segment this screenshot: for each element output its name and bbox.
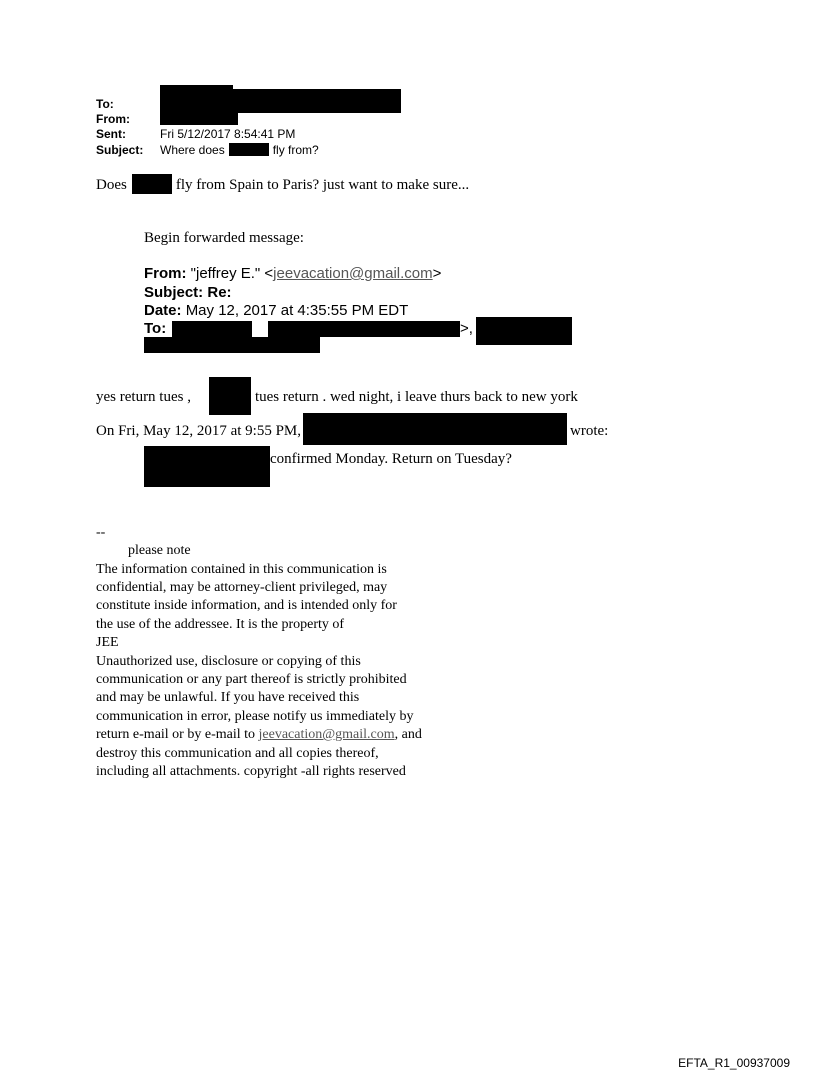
disclaimer-line: constitute inside information, and is intended only for (96, 598, 397, 613)
redaction-fwd-to-1 (172, 321, 252, 337)
fwd-from-close: > (432, 265, 442, 282)
fwd-from-email[interactable]: jeevacation@gmail.com (273, 265, 433, 282)
disclaimer-email-post: , and (394, 727, 422, 742)
subject-pre: Where does (160, 143, 225, 157)
quote-attribution (96, 413, 608, 445)
fwd-to-label: To: (144, 320, 167, 337)
fwd-from-label: From: (144, 265, 187, 282)
redaction-subject (229, 143, 269, 156)
fwd-date-line (144, 302, 408, 320)
quoted-text: confirmed Monday. Return on Tuesday? (270, 451, 512, 467)
fwd-date-label: Date: (144, 302, 182, 319)
document-id: EFTA_R1_00937009 (678, 1056, 790, 1070)
body-line-1-pre: Does (96, 177, 127, 193)
redaction-to-1 (160, 85, 233, 113)
redaction-fwd-to-3 (476, 317, 572, 345)
sent-label: Sent: (96, 127, 126, 141)
disclaimer-line: destroy this communication and all copies thereof, (96, 746, 379, 761)
disclaimer-line: the use of the addressee. It is the property of (96, 617, 345, 632)
subject-label: Subject: (96, 143, 144, 157)
sig-dashes: -- (96, 525, 106, 540)
fwd-from-line (144, 265, 441, 283)
redaction-fwd-to-4 (144, 337, 320, 353)
redaction-reply-name (209, 377, 251, 415)
disclaimer-email-link[interactable]: jeevacation@gmail.com (258, 727, 395, 742)
fwd-to-line (144, 320, 166, 338)
disclaimer-email-line (96, 726, 422, 744)
fwd-to-separator: >, (460, 320, 473, 337)
redaction-fwd-to-2 (268, 321, 460, 337)
sent-value: Fri 5/12/2017 8:54:41 PM (160, 127, 296, 141)
disclaimer-line: confidential, may be attorney-client privileged, may (96, 580, 388, 595)
disclaimer-line: communication in error, please notify us immediately by (96, 709, 414, 724)
disclaimer-line: The information contained in this communication is (96, 562, 387, 577)
reply-line-post: tues return . wed night, i leave thurs back to new york (254, 389, 578, 405)
fwd-subject-label: Subject: (144, 284, 204, 301)
fwd-subject-value: Re: (207, 284, 232, 301)
redaction-quoted-name (144, 446, 270, 487)
fwd-from-name: "jeffrey E." < (190, 265, 274, 282)
sig-note: please note (128, 543, 191, 558)
from-label: From: (96, 112, 130, 126)
body-line-1-post: fly from Spain to Paris? just want to make sure... (175, 177, 470, 193)
quote-post: wrote: (570, 423, 609, 439)
fwd-date-value: May 12, 2017 at 4:35:55 PM EDT (185, 302, 409, 319)
subject-post: fly from? (272, 143, 319, 157)
reply-line (96, 377, 578, 415)
fwd-subject-line (144, 284, 232, 302)
subject-value (160, 143, 319, 157)
forward-intro: Begin forwarded message: (144, 230, 304, 246)
disclaimer-line: and may be unlawful. If you have received this (96, 690, 360, 705)
to-label: To: (96, 97, 114, 111)
disclaimer-line: communication or any part thereof is strictly prohibited (96, 672, 407, 687)
redaction-from (160, 113, 238, 125)
disclaimer-email-pre: return e-mail or by e-mail to (96, 727, 259, 742)
disclaimer-line: Unauthorized use, disclosure or copying of this (96, 654, 361, 669)
reply-line-pre: yes return tues , (96, 389, 191, 405)
body-line-1 (96, 174, 469, 194)
disclaimer-line: including all attachments. copyright -all rights reserved (96, 764, 406, 779)
disclaimer-line: JEE (96, 635, 119, 650)
quote-pre: On Fri, May 12, 2017 at 9:55 PM, (96, 423, 302, 439)
redaction-body-name (132, 174, 172, 194)
redaction-to-2 (233, 89, 401, 113)
redaction-quote-sender (303, 413, 567, 445)
